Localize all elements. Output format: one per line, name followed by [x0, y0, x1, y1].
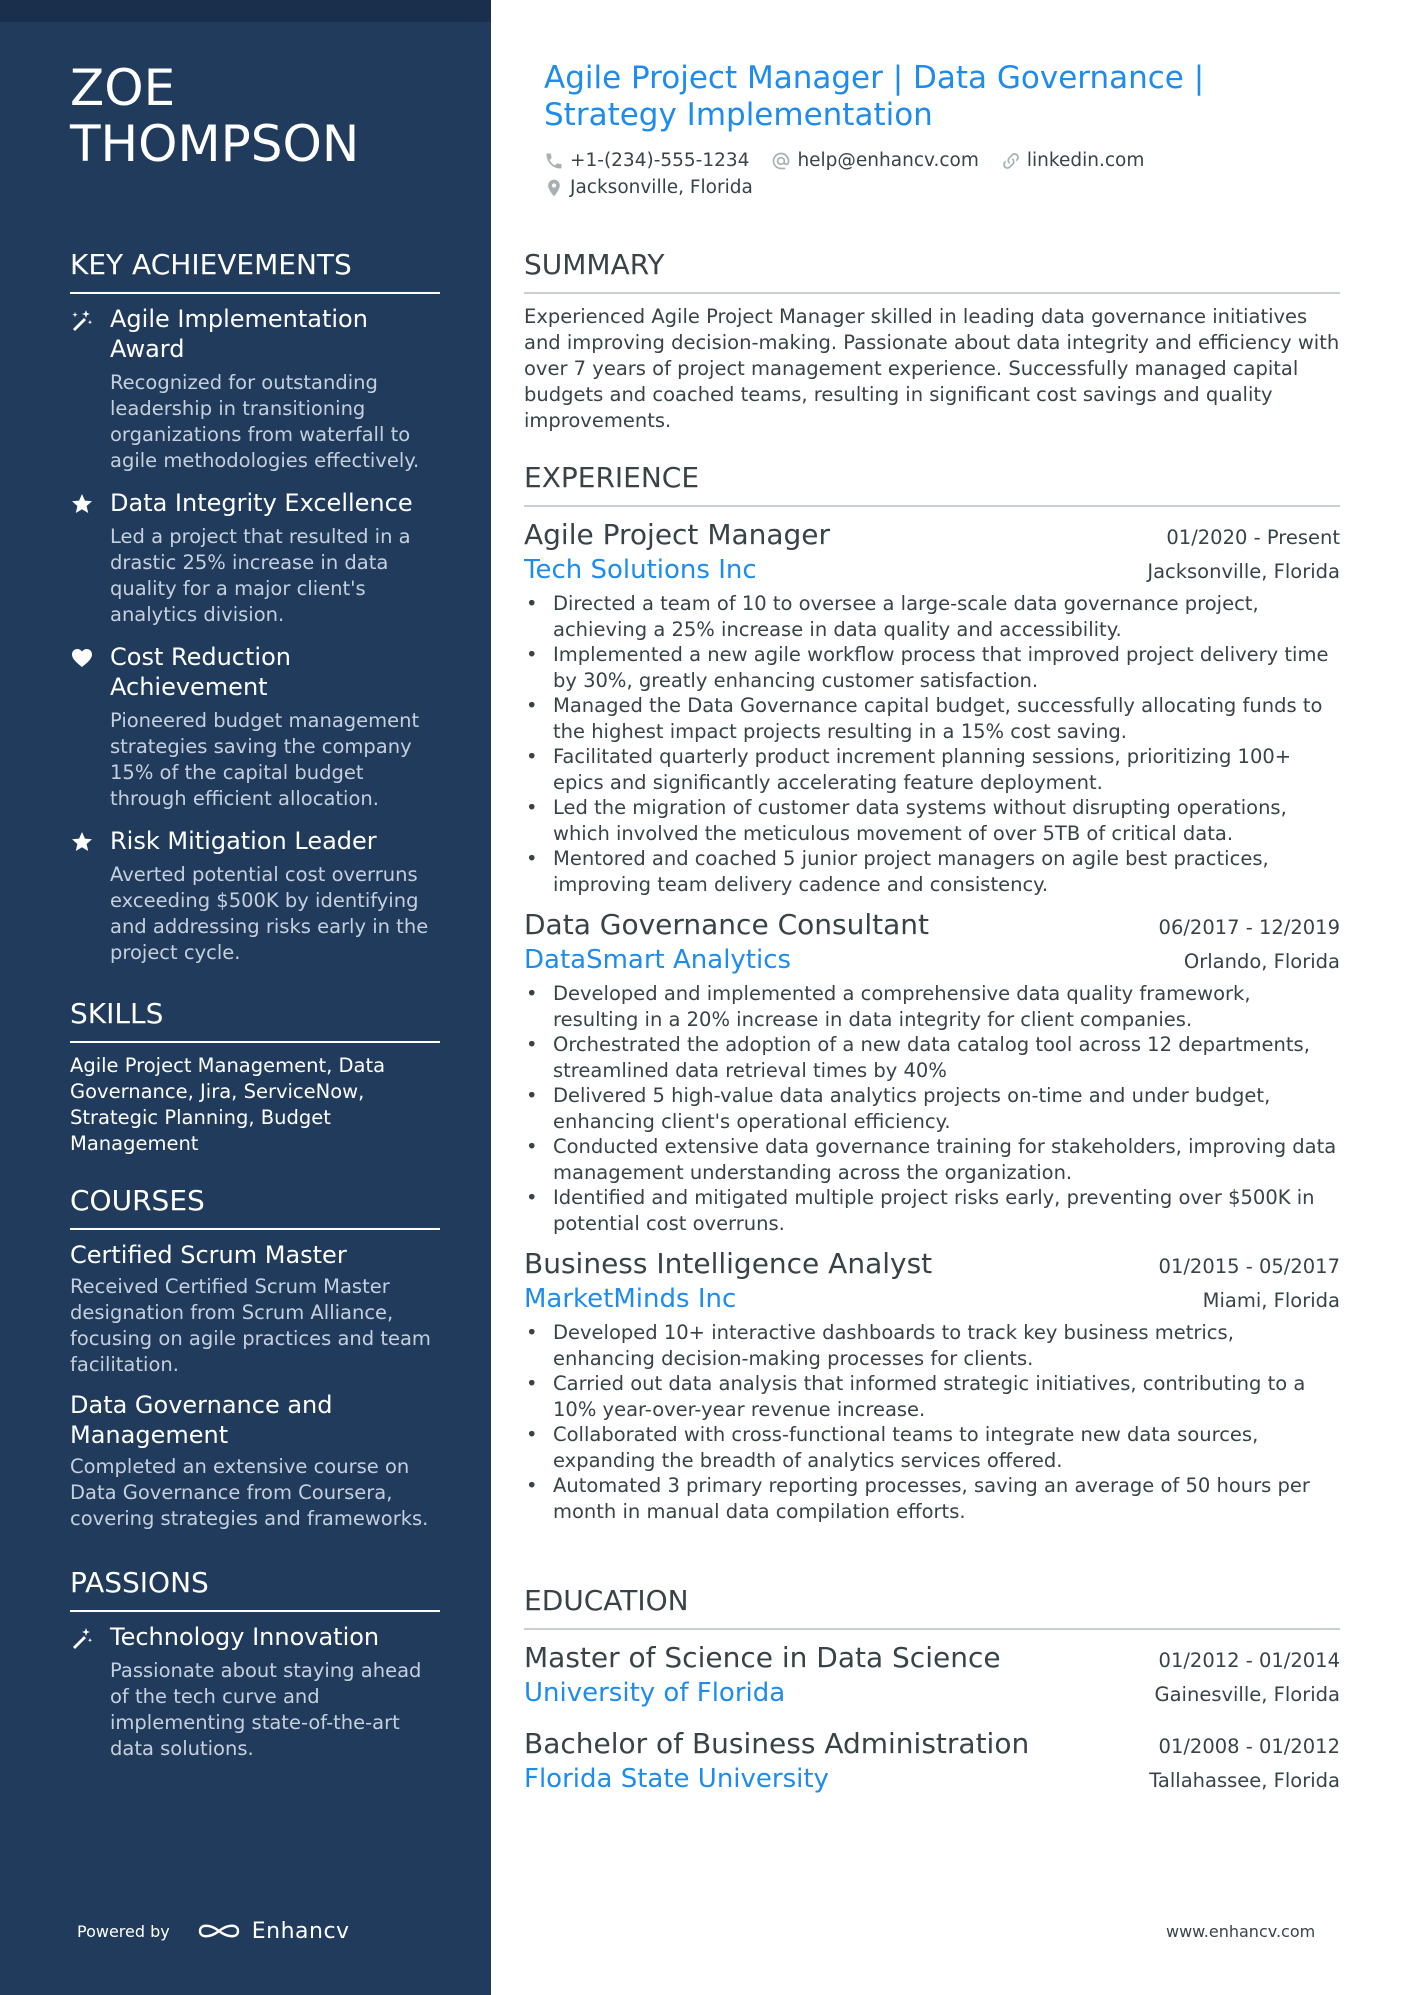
job-title: Data Governance Consultant — [524, 908, 929, 941]
bullet-item: • Developed 10+ interactive dashboards to track key business metrics, enhancing decision-making processes for clients. — [524, 1320, 1340, 1371]
magic-wand-icon — [70, 304, 110, 474]
course-title: Certified Scrum Master — [70, 1241, 347, 1269]
at-icon — [771, 151, 791, 171]
achievement-description: Led a project that resulted in a drastic 25% increase in data quality for a major client's analytics division. — [110, 525, 411, 626]
bullet-item: • Delivered 5 high-value data analytics projects on-time and under budget, enhancing client's operational efficiency. — [524, 1083, 1340, 1134]
job-title: Business Intelligence Analyst — [524, 1247, 933, 1280]
job-location: Miami, Florida — [1202, 1289, 1340, 1312]
degree-title: Master of Science in Data Science — [524, 1641, 1001, 1674]
job-date: 01/2015 - 05/2017 — [1158, 1255, 1340, 1278]
achievement-title: Agile Implementation Award — [110, 305, 368, 363]
job-entry — [524, 517, 1340, 897]
contact-phone — [544, 150, 749, 171]
skills-list: Agile Project Management, Data Governance, Jira, ServiceNow, Strategic Planning, Budget Management — [70, 1054, 386, 1155]
phone-icon — [544, 151, 564, 171]
job-entry — [524, 907, 1340, 1236]
education-section — [524, 1584, 1340, 1812]
achievements-section — [70, 248, 440, 980]
contact-linkedin[interactable] — [1001, 150, 1144, 171]
bullet-item: • Conducted extensive data governance training for stakeholders, improving data management understanding across the organization. — [524, 1134, 1340, 1185]
achievement-description: Pioneered budget management strategies saving the company 15% of the capital budget through efficient allocation. — [110, 709, 420, 810]
job-location: Jacksonville, Florida — [1147, 560, 1340, 583]
job-company: DataSmart Analytics — [524, 945, 792, 975]
location-text: Jacksonville, Florida — [570, 177, 753, 198]
achievement-item — [70, 826, 440, 966]
course-description: Completed an extensive course on Data Governance from Coursera, covering strategies and frameworks. — [70, 1455, 429, 1530]
contact-row — [544, 150, 1166, 171]
summary-heading: SUMMARY — [524, 248, 1340, 294]
job-title: Agile Project Manager — [524, 518, 831, 551]
job-date: 01/2020 - Present — [1166, 526, 1340, 549]
sidebar-top-bar — [0, 0, 491, 22]
achievement-item — [70, 488, 440, 628]
course-description: Received Certified Scrum Master designation from Scrum Alliance, focusing on agile practices and team facilitation. — [70, 1275, 431, 1376]
enhancv-logo-icon — [196, 1918, 242, 1944]
achievement-description: Recognized for outstanding leadership in transitioning organizations from waterfall to agile methodologies effectively. — [110, 371, 420, 472]
last-name: THOMPSON — [70, 115, 360, 173]
course-item — [70, 1240, 440, 1378]
experience-section — [524, 461, 1340, 1534]
job-bullets — [524, 591, 1340, 897]
enhancv-brand: Enhancv — [251, 1918, 350, 1944]
job-company: MarketMinds Inc — [524, 1284, 737, 1314]
bullet-item: • Automated 3 primary reporting processes, saving an average of 50 hours per month in manual data compilation efforts. — [524, 1473, 1340, 1524]
heart-icon — [70, 642, 110, 812]
job-bullets — [524, 981, 1340, 1236]
education-date: 01/2012 - 01/2014 — [1158, 1649, 1340, 1672]
job-location: Orlando, Florida — [1183, 950, 1340, 973]
bullet-item: • Orchestrated the adoption of a new data catalog tool across 12 departments, streamlined data retrieval times by 40% — [524, 1032, 1340, 1083]
education-entry — [524, 1726, 1340, 1796]
first-name: ZOE — [70, 59, 176, 117]
contact-location — [544, 177, 753, 198]
passions-section — [70, 1566, 440, 1776]
achievement-title: Cost Reduction Achievement — [110, 643, 291, 701]
bullet-item: • Implemented a new agile workflow process that improved project delivery time by 30%, greatly enhancing customer satisfaction. — [524, 642, 1340, 693]
headline: Agile Project Manager | Data Governance | Strategy Implementation — [544, 60, 1205, 133]
passions-heading: PASSIONS — [70, 1566, 440, 1612]
contact-row-location — [544, 177, 775, 198]
achievement-item — [70, 642, 440, 812]
job-bullets — [524, 1320, 1340, 1524]
job-date: 06/2017 - 12/2019 — [1158, 916, 1340, 939]
linkedin-text: linkedin.com — [1026, 150, 1145, 171]
bullet-item: • Developed and implemented a comprehensive data quality framework, resulting in a 20% increase in data integrity for client companies. — [524, 981, 1340, 1032]
course-item — [70, 1390, 440, 1532]
bullet-item: • Collaborated with cross-functional teams to integrate new data sources, expanding the breadth of analytics services offered. — [524, 1422, 1340, 1473]
job-entry — [524, 1246, 1340, 1524]
school-name: University of Florida — [524, 1678, 786, 1708]
education-heading: EDUCATION — [524, 1584, 1340, 1630]
achievements-heading: KEY ACHIEVEMENTS — [70, 248, 440, 294]
sidebar — [0, 0, 491, 1995]
summary-text: Experienced Agile Project Manager skilled in leading data governance initiatives and improving decision-making. Passionate about data integrity and efficiency with over 7 years of project management experience. Successfully managed capital budgets and coached teams, resulting in significant cost savings and quality improvements. — [524, 305, 1340, 432]
bullet-item: • Managed the Data Governance capital budget, successfully allocating funds to the highest impact projects resulting in a 15% cost saving. — [524, 693, 1340, 744]
powered-by-label: Powered by — [77, 1921, 170, 1941]
bullet-item: • Carried out data analysis that informed strategic initiatives, contributing to a 10% year-over-year revenue increase. — [524, 1371, 1340, 1422]
education-date: 01/2008 - 01/2012 — [1158, 1735, 1340, 1758]
summary-section — [524, 248, 1340, 434]
powered-by — [77, 1918, 350, 1944]
education-entry — [524, 1640, 1340, 1710]
degree-title: Bachelor of Business Administration — [524, 1727, 1030, 1760]
skills-section — [70, 997, 440, 1157]
footer-website[interactable]: www.enhancv.com — [1166, 1922, 1316, 1941]
courses-heading: COURSES — [70, 1184, 440, 1230]
bullet-item: • Facilitated quarterly product increment planning sessions, prioritizing 100+ epics and significantly accelerating feature deployment. — [524, 744, 1340, 795]
achievement-title: Data Integrity Excellence — [110, 489, 413, 517]
passion-item — [70, 1622, 440, 1762]
job-company: Tech Solutions Inc — [524, 555, 757, 585]
location-pin-icon — [544, 178, 564, 198]
school-location: Gainesville, Florida — [1154, 1683, 1340, 1706]
passion-title: Technology Innovation — [110, 1623, 380, 1651]
skills-heading: SKILLS — [70, 997, 440, 1043]
school-name: Florida State University — [524, 1764, 829, 1794]
bullet-item: • Led the migration of customer data systems without disrupting operations, which involved the meticulous movement of over 5TB of critical data. — [524, 795, 1340, 846]
star-icon — [70, 826, 110, 966]
bullet-item: • Directed a team of 10 to oversee a large-scale data governance project, achieving a 25% increase in data quality and accessibility. — [524, 591, 1340, 642]
course-title: Data Governance and Management — [70, 1391, 333, 1449]
experience-heading: EXPERIENCE — [524, 461, 1340, 507]
achievement-description: Averted potential cost overruns exceeding $500K by identifying and addressing risks early in the project cycle. — [110, 863, 429, 964]
phone-text: +1-(234)-555-1234 — [570, 150, 750, 171]
achievement-title: Risk Mitigation Leader — [110, 827, 377, 855]
school-location: Tallahassee, Florida — [1149, 1769, 1340, 1792]
bullet-item: • Mentored and coached 5 junior project managers on agile best practices, improving team delivery cadence and consistency. — [524, 846, 1340, 897]
courses-section — [70, 1184, 440, 1544]
email-text: help@enhancv.com — [797, 150, 979, 171]
star-icon — [70, 488, 110, 628]
bullet-item: • Identified and mitigated multiple project risks early, preventing over $500K in potential cost overruns. — [524, 1185, 1340, 1236]
magic-wand-icon — [70, 1622, 110, 1762]
passion-description: Passionate about staying ahead of the tech curve and implementing state-of-the-art data solutions. — [110, 1659, 422, 1760]
link-icon — [1001, 151, 1021, 171]
achievement-item — [70, 304, 440, 474]
contact-email[interactable] — [771, 150, 978, 171]
candidate-name — [70, 60, 450, 172]
